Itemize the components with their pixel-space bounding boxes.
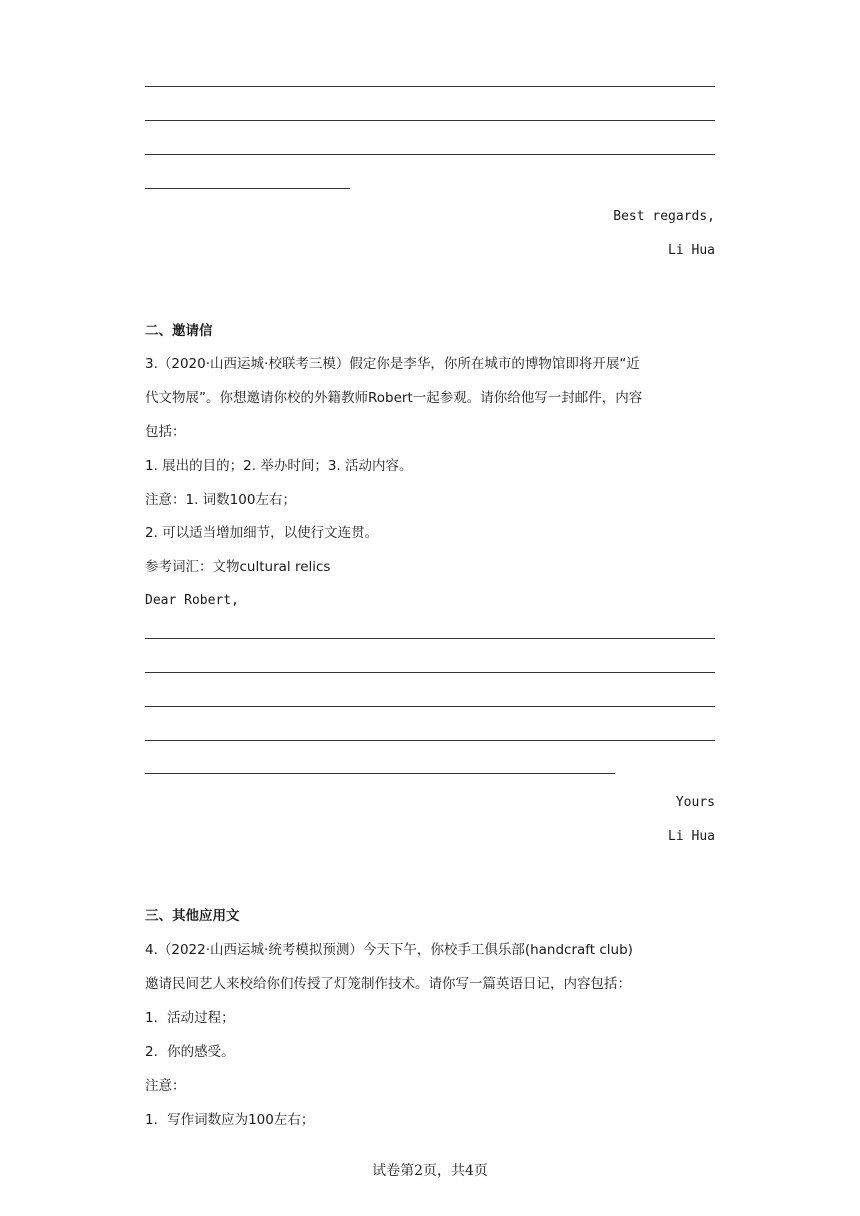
question-3-line-1: 3.（2020·山西运城·校联考三模）假定你是李华，你所在城市的博物馆即将开展“近	[145, 356, 640, 372]
closing-regards: Best regards,	[613, 209, 715, 224]
note-word-count: 注意：1. 词数100左右；	[145, 492, 296, 508]
answer-line	[145, 773, 615, 774]
closing-name: Li Hua	[668, 243, 715, 258]
note-details: 2. 可以适当增加细节，以使行文连贯。	[145, 525, 379, 541]
answer-line	[145, 120, 715, 121]
content-point-1: 1．活动过程；	[145, 1010, 235, 1026]
question-4-line-1: 4.（2022·山西运城·统考模拟预测）今天下午，你校手工俱乐部(handcraft club)	[145, 942, 633, 958]
reference-vocab: 参考词汇：文物cultural relics	[145, 559, 331, 575]
letter-signature: Li Hua	[668, 829, 715, 844]
question-3-line-2: 代文物展”。你想邀请你校的外籍教师Robert一起参观。请你给他写一封邮件，内容	[145, 390, 643, 406]
content-points: 1. 展出的目的；2. 举办时间；3. 活动内容。	[145, 458, 413, 474]
answer-line	[145, 638, 715, 639]
page-footer: 试卷第2页，共4页	[372, 1163, 488, 1179]
note-word-count: 1．写作词数应为100左右；	[145, 1112, 315, 1128]
question-3-line-3: 包括：	[145, 424, 186, 440]
answer-line	[145, 188, 350, 189]
section-heading-invitation: 二、邀请信	[145, 323, 213, 339]
content-point-2: 2．你的感受。	[145, 1044, 235, 1060]
answer-line	[145, 154, 715, 155]
note-label: 注意：	[145, 1078, 186, 1094]
question-4-line-2: 邀请民间艺人来校给你们传授了灯笼制作技术。请你写一篇英语日记，内容包括：	[145, 976, 631, 992]
answer-line	[145, 86, 715, 87]
letter-closing: Yours	[675, 795, 715, 810]
section-heading-other: 三、其他应用文	[145, 908, 240, 924]
answer-line	[145, 706, 715, 707]
answer-line	[145, 672, 715, 673]
letter-salutation: Dear Robert,	[145, 593, 239, 608]
answer-line	[145, 740, 715, 741]
